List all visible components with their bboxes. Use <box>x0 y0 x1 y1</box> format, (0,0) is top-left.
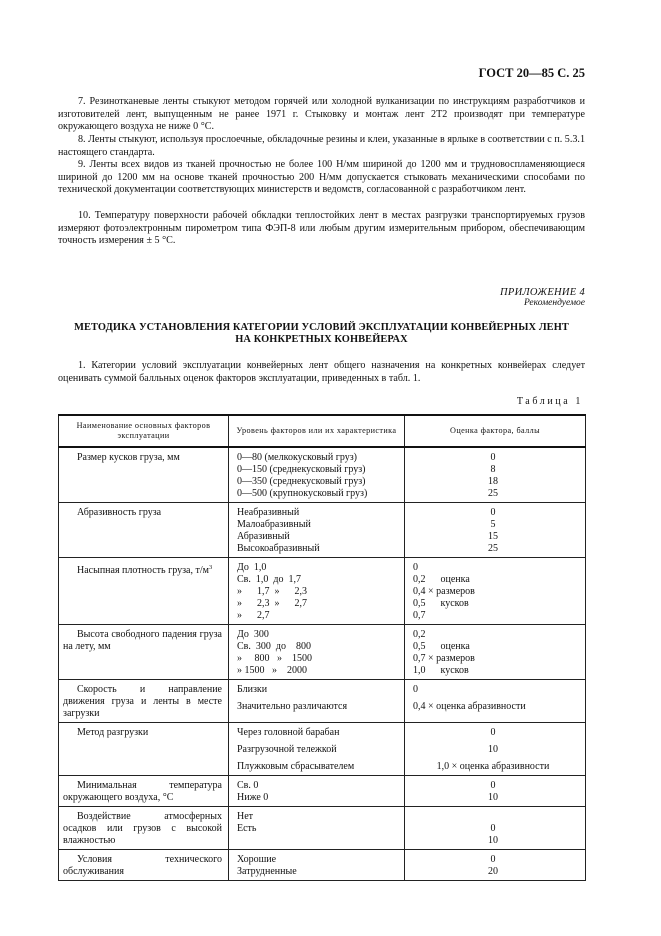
level-line: Значительно различаются <box>237 701 348 712</box>
level-line: Св. 300 до 800 <box>237 641 311 652</box>
paragraph-9: 9. Ленты всех видов из тканей прочностью не более 100 Н/мм шириной до 1200 мм и трудновоспламеняющиеся шириной до 1200 мм на основе тканей прочностью 200 Н/мм допускается стыковать механическими способами по технической документации соответствующих министерств и ведомств, согласованной с разработчиком лент. <box>58 159 585 196</box>
section-title-line-2: НА КОНКРЕТНЫХ КОНВЕЙЕРАХ <box>235 334 408 346</box>
level-line: Затрудненные <box>237 866 297 877</box>
score-line: 0 <box>490 727 496 738</box>
score-line: 0,5 оценка <box>413 641 470 652</box>
level-line: До 300 <box>237 629 269 640</box>
score-line: 0,2 оценка <box>413 574 470 585</box>
score-line: 10 <box>488 744 498 755</box>
score-line: 18 <box>488 476 498 487</box>
factor-text: Насыпная плотность груза, т/м <box>77 565 209 576</box>
factor-cell: Высота свободного падения груза на лету, мм <box>59 625 229 680</box>
level-line: Св. 1,0 до 1,7 <box>237 574 301 585</box>
score-line: 0 <box>490 507 496 518</box>
score-line: 0 <box>490 452 496 463</box>
header-factor: Наименование основных факторов эксплуатации <box>59 415 229 447</box>
level-line: » 1,7 » 2,3 <box>237 586 307 597</box>
score-line: 25 <box>488 488 498 499</box>
score-line: 5 <box>490 519 496 530</box>
paragraph-8: 8. Ленты стыкуют, используя прослоечные, обкладочные резины и клеи, указанные в ярлыке в соответствии с п. 5.3.1 настоящего стандарта. <box>58 134 585 158</box>
level-line: Нет <box>237 811 254 822</box>
level-cell <box>229 680 405 723</box>
level-line: До 1,0 <box>237 562 267 573</box>
score-cell <box>405 558 586 625</box>
factor-cell: Минимальная температура окружающего воздуха, °С <box>59 776 229 807</box>
score-line: 20 <box>488 866 498 877</box>
level-line: Хорошие <box>237 854 277 865</box>
score-line: 0 <box>490 854 496 865</box>
header-level: Уровень факторов или их характеристика <box>229 415 405 447</box>
table-header-row <box>59 415 586 447</box>
level-line: Через головной барабан <box>237 727 340 738</box>
table-row <box>59 807 586 850</box>
level-cell <box>229 807 405 850</box>
appendix-number: ПРИЛОЖЕНИЕ 4 <box>500 287 585 298</box>
score-line: 1,0 кусков <box>413 665 469 676</box>
header-score: Оценка фактора, баллы <box>405 415 586 447</box>
score-cell <box>405 807 586 850</box>
table-row <box>59 723 586 776</box>
score-line: 8 <box>490 464 496 475</box>
level-cell <box>229 447 405 503</box>
factor-superscript: 3 <box>208 564 213 571</box>
score-line: 0 <box>490 780 496 791</box>
factor-cell: Метод разгрузки <box>59 723 229 776</box>
score-line: 0,7 × размеров <box>413 653 475 664</box>
level-line: » 2,3 » 2,7 <box>237 598 307 609</box>
score-cell <box>405 625 586 680</box>
level-line: Абразивный <box>237 531 290 542</box>
score-line: 0,4 × размеров <box>413 586 475 597</box>
intro-paragraph: 1. Категории условий эксплуатации конвейерных лент общего назначения на конкретных конвейерах следует оценивать суммой балльных оценок факторов эксплуатации, приведенных в табл. 1. <box>58 360 585 384</box>
level-line: 0—80 (мелкокусковый груз) <box>237 452 357 463</box>
table-row <box>59 447 586 503</box>
factor-cell: Абразивность груза <box>59 503 229 558</box>
level-line: Плужковым сбрасывателем <box>237 761 355 772</box>
paragraph-10: 10. Температуру поверхности рабочей обкладки теплостойких лент в местах разгрузки транспортируемых грузов измеряют фотоэлектронным пирометром типа ФЭП-8 или любым другим измерительным прибором, обеспечивающим точность измерения ± 5 °С. <box>58 210 585 247</box>
score-line: 0,7 <box>413 610 426 621</box>
factor-cell: Воздействие атмосферных осадков или грузов с высокой влажностью <box>59 807 229 850</box>
level-line: 0—150 (среднекусковый груз) <box>237 464 366 475</box>
level-cell <box>229 723 405 776</box>
score-cell <box>405 723 586 776</box>
score-cell <box>405 503 586 558</box>
score-line: 25 <box>488 543 498 554</box>
section-title-line-1: МЕТОДИКА УСТАНОВЛЕНИЯ КАТЕГОРИИ УСЛОВИЙ ЭКСПЛУАТАЦИИ КОНВЕЙЕРНЫХ ЛЕНТ <box>74 322 569 333</box>
score-line: 0,4 × оценка абразивности <box>413 701 526 712</box>
level-line: Св. 0 <box>237 780 259 791</box>
score-cell <box>405 776 586 807</box>
score-line: 0 <box>413 562 418 573</box>
level-cell <box>229 776 405 807</box>
factors-table <box>58 414 586 881</box>
factor-cell: Скорость и направление движения груза и ленты в месте загрузки <box>59 680 229 723</box>
level-cell <box>229 503 405 558</box>
level-cell <box>229 625 405 680</box>
table-row <box>59 850 586 881</box>
paragraph-7: 7. Резинотканевые ленты стыкуют методом горячей или холодной вулканизации по инструкциям разработчиков и изготовителей лент, выпущенным не ранее 1971 г. Стыковку и монтаж лент 2Т2 производят при температуре окружающего воздуха не ниже 0 °С. <box>58 96 585 133</box>
level-line: » 2,7 <box>237 610 270 621</box>
table-row <box>59 680 586 723</box>
level-line: » 1500 » 2000 <box>237 665 307 676</box>
page-header: ГОСТ 20—85 С. 25 <box>478 66 585 80</box>
score-line: 1,0 × оценка абразивности <box>436 761 550 772</box>
level-line: » 800 » 1500 <box>237 653 312 664</box>
level-line: Есть <box>237 823 257 834</box>
level-line: Близки <box>237 684 268 695</box>
score-line: 10 <box>488 835 498 846</box>
factor-cell <box>59 558 229 625</box>
level-line: Высокоабразивный <box>237 543 320 554</box>
score-line: 15 <box>488 531 498 542</box>
section-title <box>58 322 585 347</box>
score-line: 10 <box>488 792 498 803</box>
factor-cell: Размер кусков груза, мм <box>59 447 229 503</box>
level-line: Разгрузочной тележкой <box>237 744 337 755</box>
table-row <box>59 558 586 625</box>
score-line: 0 <box>413 684 418 695</box>
level-cell <box>229 850 405 881</box>
factor-cell: Условия технического обслуживания <box>59 850 229 881</box>
appendix-label <box>500 287 585 308</box>
score-line: 0 <box>490 823 496 834</box>
level-line: Ниже 0 <box>237 792 269 803</box>
score-line: 0,5 кусков <box>413 598 469 609</box>
level-line: 0—350 (среднекусковый груз) <box>237 476 366 487</box>
level-line: Неабразивный <box>237 507 300 518</box>
appendix-status: Рекомендуемое <box>523 298 585 308</box>
score-cell <box>405 680 586 723</box>
level-line: Малоабразивный <box>237 519 311 530</box>
level-cell <box>229 558 405 625</box>
table-row <box>59 625 586 680</box>
table-row <box>59 776 586 807</box>
table-row <box>59 503 586 558</box>
level-line: 0—500 (крупнокусковый груз) <box>237 488 368 499</box>
score-cell <box>405 850 586 881</box>
score-line: 0,2 <box>413 629 426 640</box>
table-caption: Таблица 1 <box>516 396 583 407</box>
score-cell <box>405 447 586 503</box>
